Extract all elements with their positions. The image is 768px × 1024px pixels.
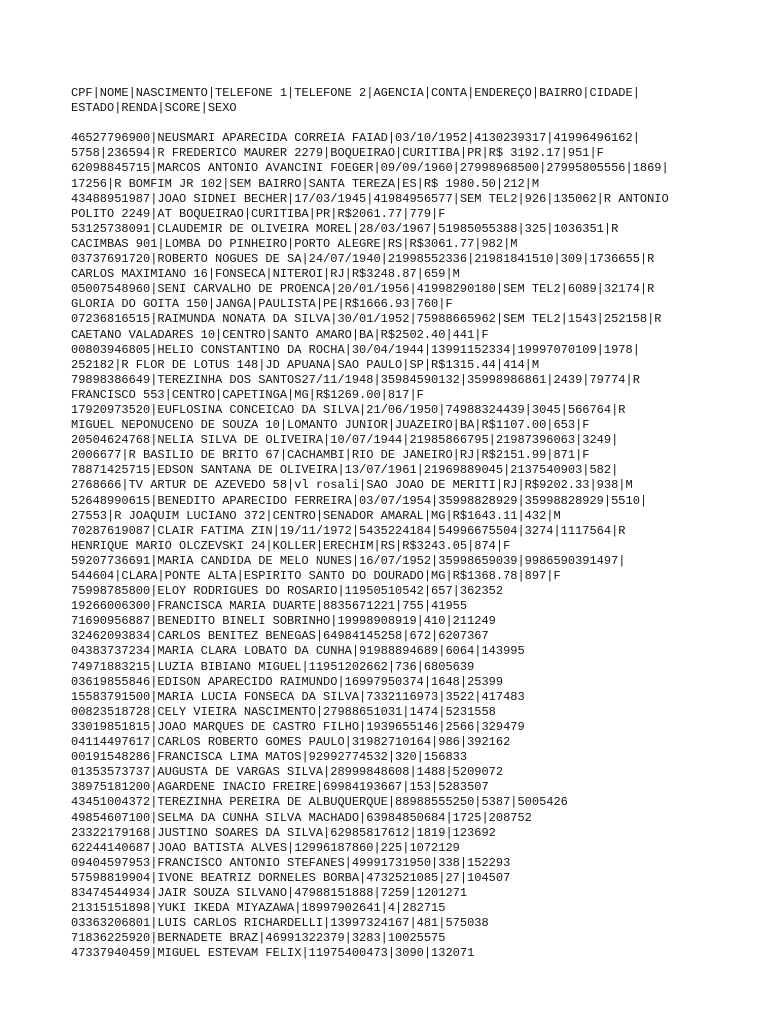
record-line: 20504624768|NELIA SILVA DE OLIVEIRA|10/07/1944|21985866795|21987396063|3249|: [71, 433, 619, 448]
record-line: 75998785800|ELOY RODRIGUES DO ROSARIO|11950510542|657|362352: [71, 584, 504, 599]
record-line: 00191548286|FRANCISCA LIMA MATOS|92992774532|320|156833: [71, 750, 468, 765]
record-line: HENRIQUE MARIO OLCZEVSKI 24|KOLLER|ERECHIM|RS|R$3243.05|874|F: [71, 538, 511, 553]
record-line: 07236816515|RAIMUNDA NONATA DA SILVA|30/01/1952|75988665962|SEM TEL2|1543|252158|R: [71, 312, 662, 327]
record-line: 32462093834|CARLOS BENITEZ BENEGAS|64984145258|672|6207367: [71, 629, 489, 644]
record-line: CAETANO VALADARES 10|CENTRO|SANTO AMARO|BA|R$2502.40|441|F: [71, 327, 489, 342]
record-line: 43488951987|JOAO SIDNEI BECHER|17/03/1945|41984956577|SEM TEL2|926|135062|R ANTONIO: [71, 191, 669, 206]
record-line: 03619855846|EDISON APARECIDO RAIMUNDO|16997950374|1648|25399: [71, 674, 504, 689]
record-line: 46527796900|NEUSMARI APARECIDA CORREIA FAIAD|03/10/1952|4130239317|41996496162|: [71, 131, 640, 146]
record-line: 01353573737|AUGUSTA DE VARGAS SILVA|28999848608|1488|5209072: [71, 765, 504, 780]
header-block: [71, 86, 761, 116]
record-line: 79898386649|TEREZINHA DOS SANTOS27/11/1948|35984590132|35998986861|2439|79774|R: [71, 372, 640, 387]
record-line: 17256|R BOMFIM JR 102|SEM BAIRRO|SANTA TEREZA|ES|R$ 1980.50|212|M: [71, 176, 540, 191]
record-line: 00803946805|HELIO CONSTANTINO DA ROCHA|30/04/1944|13991152334|19997070109|1978|: [71, 342, 640, 357]
record-line: 5758|236594|R FREDERICO MAURER 2279|BOQUEIRAO|CURITIBA|PR|R$ 3192.17|951|F: [71, 146, 604, 161]
record-list: [71, 131, 761, 961]
record-line: 33019851815|JOAO MARQUES DE CASTRO FILHO|1939655146|2566|329479: [71, 719, 525, 734]
record-line: 71690956887|BENEDITO BINELI SOBRINHO|19998908919|410|211249: [71, 614, 496, 629]
record-line: 23322179168|JUSTINO SOARES DA SILVA|62985817612|1819|123692: [71, 825, 496, 840]
record-line: 544604|CLARA|PONTE ALTA|ESPIRITO SANTO DO DOURADO|MG|R$1368.78|897|F: [71, 569, 561, 583]
record-line: 43451004372|TEREZINHA PEREIRA DE ALBUQUERQUE|88988555250|5387|5005426: [71, 795, 568, 810]
blank-line: [71, 116, 761, 131]
record-line: 83474544934|JAIR SOUZA SILVANO|47988151888|7259|1201271: [71, 885, 468, 900]
record-line: 15583791500|MARIA LUCIA FONSECA DA SILVA|7332116973|3522|417483: [71, 689, 525, 704]
record-line: 71836225920|BERNADETE BRAZ|46991322379|3283|10025575: [71, 931, 446, 946]
record-line: 47337940459|MIGUEL ESTEVAM FELIX|11975400473|3090|132071: [71, 946, 475, 961]
header-line: ESTADO|RENDA|SCORE|SEXO: [71, 101, 237, 116]
record-line: FRANCISCO 553|CENTRO|CAPETINGA|MG|R$1269.00|817|F: [71, 387, 424, 402]
record-line: 03737691720|ROBERTO NOGUES DE SA|24/07/1940|21998552336|21981841510|309|1736655|R: [71, 252, 655, 267]
record-line: 00823518728|CELY VIEIRA NASCIMENTO|27988651031|1474|5231558: [71, 704, 496, 719]
record-line: 38975181200|AGARDENE INACIO FREIRE|69984193667|153|5283507: [71, 780, 489, 795]
record-line: 62098845715|MARCOS ANTONIO AVANCINI FOEGER|09/09/1960|27998968500|27995805556|1869|: [71, 161, 669, 176]
record-line: GLORIA DO GOITA 150|JANGA|PAULISTA|PE|R$1666.93|760|F: [71, 297, 453, 312]
record-line: 2006677|R BASILIO DE BRITO 67|CACHAMBI|RIO DE JANEIRO|RJ|R$2151.99|871|F: [71, 448, 590, 463]
record-line: 52648990615|BENEDITO APARECIDO FERREIRA|03/07/1954|35998828929|35998828929|5510|: [71, 493, 648, 508]
record-line: POLITO 2249|AT BOQUEIRAO|CURITIBA|PR|R$2061.77|779|F: [71, 206, 446, 221]
record-line: 03363206801|LUIS CARLOS RICHARDELLI|13997324167|481|575038: [71, 916, 489, 931]
record-line: 49854607100|SELMA DA CUNHA SILVA MACHADO|63984850684|1725|208752: [71, 810, 532, 825]
record-line: 17920973520|EUFLOSINA CONCEICAO DA SILVA|21/06/1950|74988324439|3045|566764|R: [71, 402, 626, 417]
record-line: 04383737234|MARIA CLARA LOBATO DA CUNHA|91988894689|6064|143995: [71, 644, 525, 659]
record-line: MIGUEL NEPONUCENO DE SOUZA 10|LOMANTO JUNIOR|JUAZEIRO|BA|R$1107.00|653|F: [71, 418, 590, 433]
record-line: 74971883215|LUZIA BIBIANO MIGUEL|11951202662|736|6805639: [71, 659, 475, 674]
record-line: 53125738091|CLAUDEMIR DE OLIVEIRA MOREL|28/03/1967|51985055388|325|1036351|R: [71, 221, 619, 236]
record-line: 57598819904|IVONE BEATRIZ DORNELES BORBA|4732521085|27|104507: [71, 870, 511, 885]
record-line: 21315151898|YUKI IKEDA MIYAZAWA|18997902641|4|282715: [71, 901, 446, 916]
header-line: CPF|NOME|NASCIMENTO|TELEFONE 1|TELEFONE 2|AGENCIA|CONTA|ENDEREÇO|BAIRRO|CIDADE|: [71, 86, 640, 100]
record-line: 09404597953|FRANCISCO ANTONIO STEFANES|49991731950|338|152293: [71, 855, 511, 870]
record-line: CACIMBAS 901|LOMBA DO PINHEIRO|PORTO ALEGRE|RS|R$3061.77|982|M: [71, 236, 518, 251]
document-body: [71, 86, 761, 961]
record-line: 78871425715|EDSON SANTANA DE OLIVEIRA|13/07/1961|21969889045|2137540903|582|: [71, 463, 619, 478]
record-line: 70287619087|CLAIR FATIMA ZIN|19/11/1972|5435224184|54996675504|3274|1117564|R: [71, 523, 626, 538]
record-line: 05007548960|SENI CARVALHO DE PROENCA|20/01/1956|41998290180|SEM TEL2|6089|32174|R: [71, 282, 655, 297]
record-line: 62244140687|JOAO BATISTA ALVES|12996187860|225|1072129: [71, 840, 460, 855]
record-line: 2768666|TV ARTUR DE AZEVEDO 58|vl rosali|SAO JOAO DE MERITI|RJ|R$9202.33|938|M: [71, 478, 633, 493]
record-line: 27553|R JOAQUIM LUCIANO 372|CENTRO|SENADOR AMARAL|MG|R$1643.11|432|M: [71, 508, 561, 523]
record-line: 252182|R FLOR DE LOTUS 148|JD APUANA|SAO PAULO|SP|R$1315.44|414|M: [71, 357, 540, 372]
record-line: CARLOS MAXIMIANO 16|FONSECA|NITEROI|RJ|R$3248.87|659|M: [71, 267, 460, 282]
record-line: 19266006300|FRANCISCA MARIA DUARTE|8835671221|755|41955: [71, 599, 468, 614]
record-line: 59207736691|MARIA CANDIDA DE MELO NUNES|16/07/1952|35998659039|9986590391497|: [71, 553, 626, 568]
record-line: 04114497617|CARLOS ROBERTO GOMES PAULO|31982710164|986|392162: [71, 735, 511, 750]
